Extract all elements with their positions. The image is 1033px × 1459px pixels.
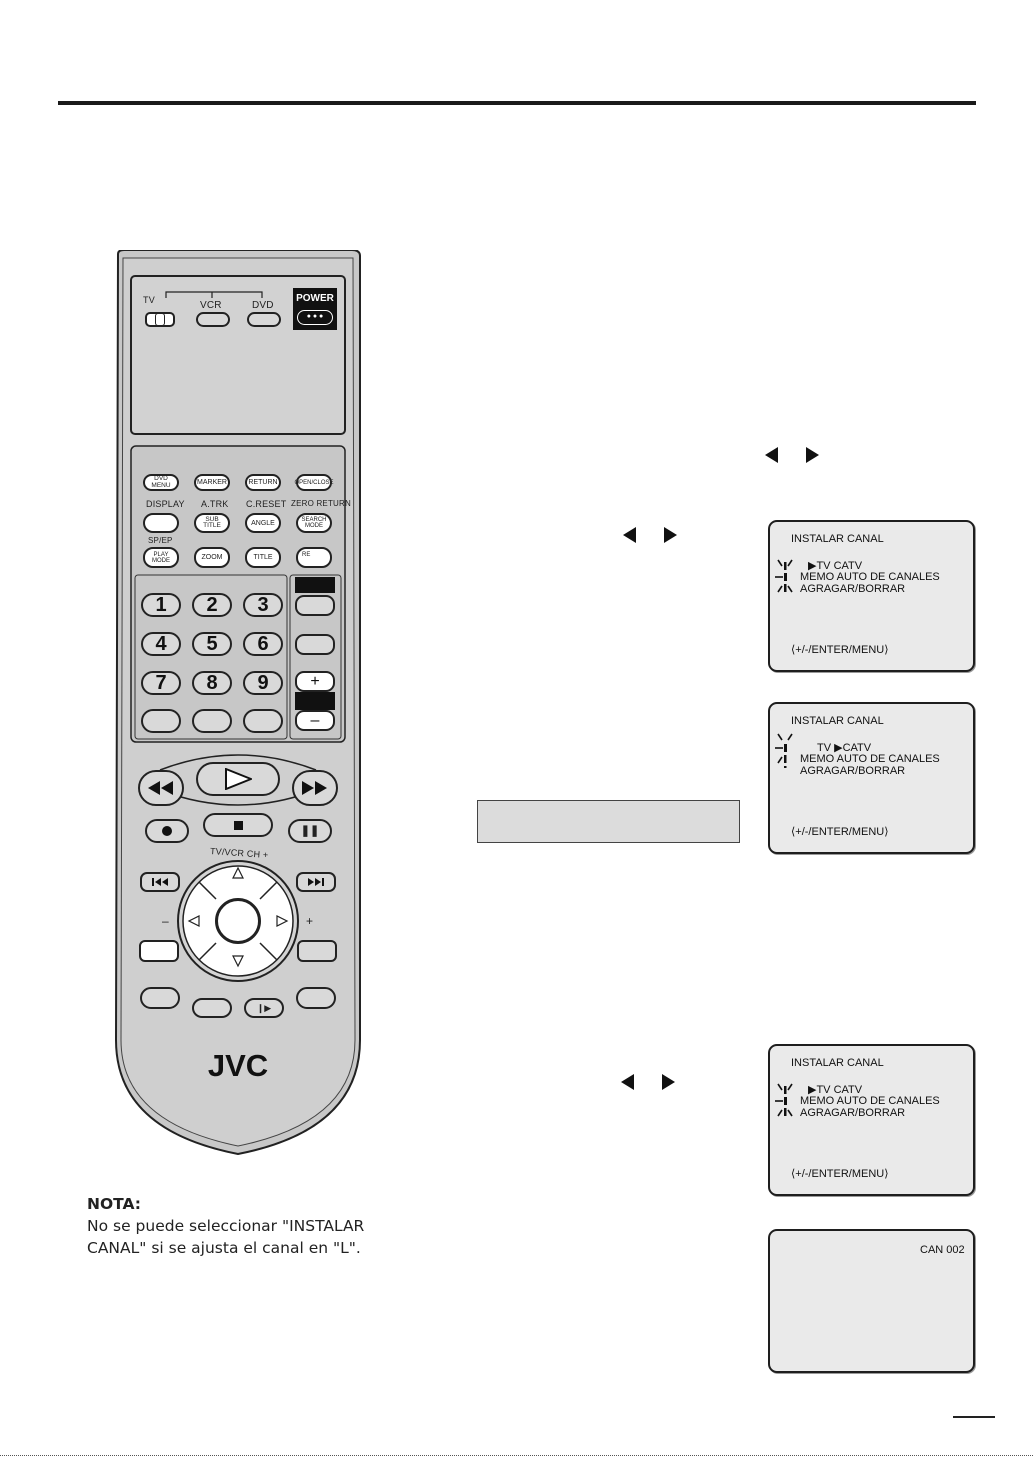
left-arrow-icon bbox=[621, 1074, 634, 1090]
play-mode-button[interactable]: PLAY MODE bbox=[143, 547, 179, 568]
number-7-button[interactable]: 7 bbox=[141, 671, 181, 695]
tv-mode-label: TV bbox=[143, 295, 155, 305]
angle-button[interactable]: ANGLE bbox=[245, 513, 281, 533]
enter-button[interactable] bbox=[216, 899, 260, 943]
search-mode-button[interactable]: SEARCH MODE bbox=[296, 513, 332, 533]
stop-button[interactable] bbox=[203, 813, 273, 837]
record-icon bbox=[162, 826, 172, 836]
pause-icon: ❚❚ bbox=[300, 824, 320, 837]
rewind-button[interactable] bbox=[138, 770, 184, 806]
osd-option-memo: MEMO AUTO DE CANALES bbox=[800, 753, 940, 765]
number-5-button[interactable]: 5 bbox=[192, 632, 232, 656]
number-1-button[interactable]: 1 bbox=[141, 593, 181, 617]
minus-button[interactable]: – bbox=[295, 710, 335, 731]
footer-dotted-rule bbox=[0, 1455, 1033, 1456]
zoom-button[interactable]: ZOOM bbox=[194, 547, 230, 568]
number-9-button[interactable]: 9 bbox=[243, 671, 283, 695]
arrow-pair-1 bbox=[765, 447, 819, 463]
osd-channel-number: CAN 002 bbox=[920, 1244, 965, 1256]
osd-footer: ⟨+/-/ENTER/MENU⟩ bbox=[791, 1168, 889, 1180]
jvc-logo: JVC bbox=[207, 1048, 269, 1083]
blink-indicator-icon bbox=[775, 1082, 795, 1118]
osd-title: INSTALAR CANAL bbox=[791, 715, 884, 727]
fast-forward-icon bbox=[302, 781, 328, 795]
osd-screen-2 bbox=[768, 702, 975, 854]
page-number-rule bbox=[953, 1416, 995, 1418]
dvd-menu-button[interactable]: DVD MENU bbox=[143, 474, 179, 491]
note-line-2: CANAL" si se ajusta el canal en "L". bbox=[87, 1239, 361, 1257]
fast-forward-button[interactable] bbox=[292, 770, 338, 806]
blank-button-3[interactable] bbox=[243, 709, 283, 733]
blank-button-2[interactable] bbox=[192, 709, 232, 733]
blink-indicator-icon bbox=[775, 558, 795, 594]
play-icon bbox=[224, 768, 252, 790]
re-button[interactable]: RE bbox=[296, 547, 332, 568]
side-black-label-bottom bbox=[295, 692, 335, 710]
title-button[interactable]: TITLE bbox=[245, 547, 281, 568]
vcr-mode-label: VCR bbox=[200, 300, 222, 311]
note-line-1: No se puede seleccionar "INSTALAR bbox=[87, 1217, 365, 1235]
tv-mode-switch[interactable] bbox=[145, 312, 175, 327]
open-close-button[interactable]: OPEN/CLOSE bbox=[296, 474, 332, 491]
osd-screen-1 bbox=[768, 520, 975, 672]
skip-forward-button[interactable] bbox=[296, 872, 336, 892]
osd-option-tv-catv: TV ▶CATV bbox=[817, 742, 872, 754]
arrow-pair-2 bbox=[623, 527, 677, 543]
marker-button[interactable]: MARKER bbox=[194, 474, 230, 491]
zero-return-label: ZERO RETURN bbox=[291, 499, 351, 508]
volume-plus-label: + bbox=[306, 914, 314, 928]
number-4-button[interactable]: 4 bbox=[141, 632, 181, 656]
record-button[interactable] bbox=[145, 819, 189, 843]
header-rule bbox=[58, 101, 976, 105]
osd-option-memo: MEMO AUTO DE CANALES bbox=[800, 1095, 940, 1107]
osd-option-tv-catv: ▶TV CATV bbox=[808, 560, 863, 572]
skip-back-icon bbox=[152, 878, 168, 886]
side-button-2[interactable] bbox=[295, 634, 335, 655]
right-arrow-icon bbox=[664, 527, 677, 543]
gray-highlight-box bbox=[477, 800, 740, 843]
note-title: NOTA: bbox=[87, 1195, 142, 1213]
rewind-icon bbox=[148, 781, 174, 795]
return-button[interactable]: RETURN bbox=[245, 474, 281, 491]
atrk-label: A.TRK bbox=[201, 499, 229, 509]
osd-option-tv-catv: ▶TV CATV bbox=[808, 1084, 863, 1096]
number-6-button[interactable]: 6 bbox=[243, 632, 283, 656]
osd-option-agregar: AGRAGAR/BORRAR bbox=[800, 765, 906, 777]
volume-minus-label: – bbox=[162, 914, 169, 928]
note-block bbox=[87, 1193, 364, 1259]
tvvcr-ch-label: TV/VCR CH + bbox=[209, 845, 269, 861]
right-arrow-icon bbox=[662, 1074, 675, 1090]
skip-back-button[interactable] bbox=[140, 872, 180, 892]
osd-footer: ⟨+/-/ENTER/MENU⟩ bbox=[791, 644, 889, 656]
right-arrow-icon bbox=[806, 447, 819, 463]
bottom-button-4[interactable] bbox=[296, 987, 336, 1009]
vcr-mode-button[interactable] bbox=[196, 312, 230, 327]
left-arrow-icon bbox=[623, 527, 636, 543]
slow-play-button[interactable] bbox=[244, 998, 284, 1018]
dvd-mode-label: DVD bbox=[252, 300, 274, 311]
side-button-1[interactable] bbox=[295, 595, 335, 616]
display-button[interactable] bbox=[143, 513, 179, 533]
right-bottom-button[interactable] bbox=[297, 940, 337, 962]
osd-screen-4 bbox=[768, 1229, 975, 1373]
remote-control bbox=[112, 250, 364, 1162]
osd-title: INSTALAR CANAL bbox=[791, 1057, 884, 1069]
osd-title: INSTALAR CANAL bbox=[791, 533, 884, 545]
display-label: DISPLAY bbox=[146, 499, 185, 509]
osd-footer: ⟨+/-/ENTER/MENU⟩ bbox=[791, 826, 889, 838]
pause-button[interactable] bbox=[288, 819, 332, 843]
bottom-button-2[interactable] bbox=[192, 998, 232, 1018]
play-button[interactable] bbox=[196, 762, 280, 796]
spep-label: SP/EP bbox=[148, 536, 173, 545]
plus-button[interactable]: + bbox=[295, 671, 335, 692]
power-button[interactable]: ● ● ● bbox=[297, 310, 333, 325]
power-label: POWER bbox=[296, 293, 334, 304]
osd-option-memo: MEMO AUTO DE CANALES bbox=[800, 571, 940, 583]
left-arrow-icon bbox=[765, 447, 778, 463]
blink-indicator-icon bbox=[775, 732, 795, 768]
number-2-button[interactable]: 2 bbox=[192, 593, 232, 617]
subtitle-button[interactable]: SUB TITLE bbox=[194, 513, 230, 533]
stop-icon bbox=[234, 821, 243, 830]
power-panel bbox=[293, 288, 337, 330]
number-3-button[interactable]: 3 bbox=[243, 593, 283, 617]
slow-play-icon: ❙▶ bbox=[256, 1002, 272, 1013]
arrow-pair-3 bbox=[621, 1074, 675, 1090]
osd-option-agregar: AGRAGAR/BORRAR bbox=[800, 583, 906, 595]
blank-button-1[interactable] bbox=[141, 709, 181, 733]
number-8-button[interactable]: 8 bbox=[192, 671, 232, 695]
creset-label: C.RESET bbox=[246, 499, 287, 509]
osd-option-agregar: AGRAGAR/BORRAR bbox=[800, 1107, 906, 1119]
left-bottom-button[interactable] bbox=[139, 940, 179, 962]
osd-screen-3 bbox=[768, 1044, 975, 1196]
bottom-button-1[interactable] bbox=[140, 987, 180, 1009]
dvd-mode-button[interactable] bbox=[247, 312, 281, 327]
side-black-label-top bbox=[295, 577, 335, 593]
skip-forward-icon bbox=[308, 878, 324, 886]
